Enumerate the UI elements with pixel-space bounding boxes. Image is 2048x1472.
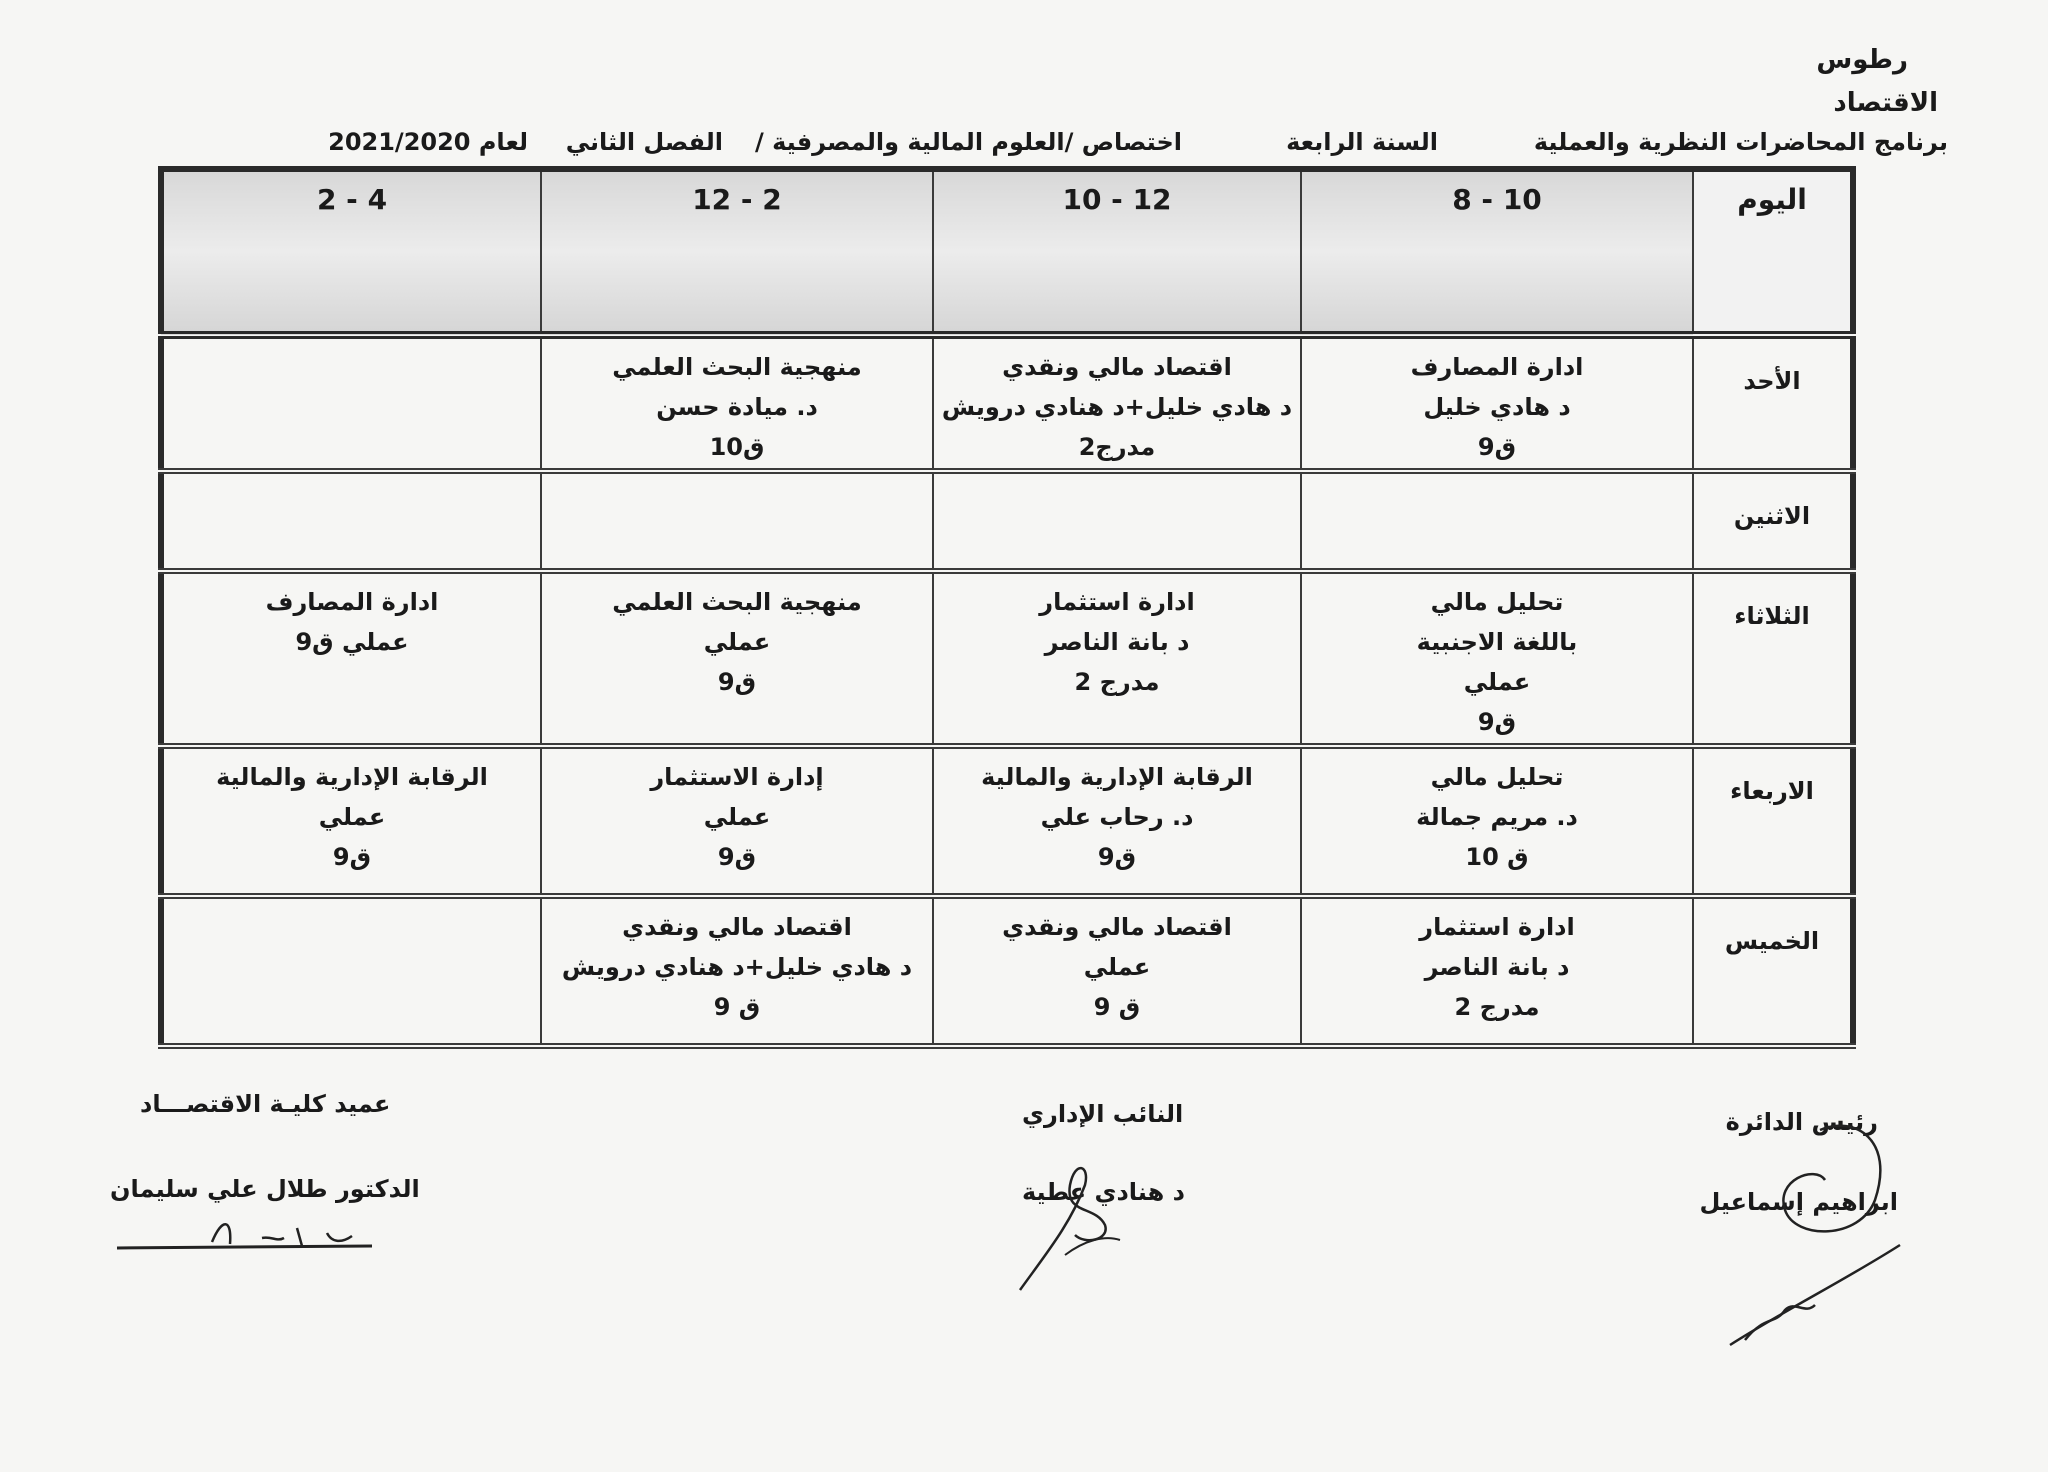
course-name: ادارة استثمار xyxy=(1039,588,1195,616)
dean-name: الدكتور طلال علي سليمان xyxy=(110,1175,420,1203)
room-label: مدرج 2 xyxy=(1454,993,1540,1021)
day-label: الأحد xyxy=(1693,335,1853,471)
schedule-cell xyxy=(541,896,933,1046)
schedule-cell xyxy=(933,746,1301,896)
course-detail: باللغة الاجنبية xyxy=(1416,628,1578,656)
day-column-header: اليوم xyxy=(1693,169,1853,335)
university-name: رطوس xyxy=(1816,45,1908,75)
room-label: ق9 xyxy=(1477,708,1517,736)
department-head-signature xyxy=(1705,1110,1910,1355)
schedule-cell xyxy=(541,571,933,746)
table-row xyxy=(161,571,1853,746)
course-name: منهجية البحث العلمي xyxy=(612,353,862,381)
day-label: الاثنين xyxy=(1693,471,1853,571)
course-name: إدارة الاستثمار xyxy=(650,763,824,791)
schedule-cell xyxy=(1301,335,1693,471)
deputy-signature xyxy=(1015,1145,1125,1295)
room-label: ق9 xyxy=(1097,843,1137,871)
instructor-name: د بانة الناصر xyxy=(1044,628,1190,656)
schedule-cell xyxy=(1301,896,1693,1046)
schedule-cell-empty xyxy=(1301,471,1693,571)
schedule-cell xyxy=(161,746,541,896)
schedule-cell xyxy=(1301,746,1693,896)
room-label: مدرج2 xyxy=(1078,433,1156,461)
schedule-cell-empty xyxy=(161,896,541,1046)
room-label: ق9 xyxy=(332,843,372,871)
department-head-title: رئيس الدائرة xyxy=(1725,1108,1878,1136)
schedule-cell-empty xyxy=(541,471,933,571)
session-room: عملي ق9 xyxy=(295,628,409,656)
course-name: اقتصاد مالي ونقدي xyxy=(1002,353,1232,381)
department-head-name: ابراهيم إسماعيل xyxy=(1699,1188,1898,1216)
deputy-name: د هنادي عطية xyxy=(1022,1178,1185,1206)
room-label: ق 10 xyxy=(1465,843,1529,871)
room-label: مدرج 2 xyxy=(1074,668,1160,696)
session-type: عملي xyxy=(1083,953,1151,981)
schedule-cell-empty xyxy=(161,471,541,571)
semester-label: الفصل الثاني xyxy=(565,128,723,156)
instructor-name: د. رحاب علي xyxy=(1040,803,1194,831)
course-name: اقتصاد مالي ونقدي xyxy=(622,913,852,941)
schedule-cell xyxy=(933,896,1301,1046)
schedule-table xyxy=(158,166,1856,1049)
time-slot-header: 10 - 8 xyxy=(1301,169,1693,335)
course-name: ادارة المصارف xyxy=(1410,353,1584,381)
day-label: الاربعاء xyxy=(1693,746,1853,896)
time-slot-header: 4 - 2 xyxy=(161,169,541,335)
table-header-row xyxy=(161,169,1853,335)
schedule-cell xyxy=(541,746,933,896)
day-label: الخميس xyxy=(1693,896,1853,1046)
course-name: الرقابة الإدارية والمالية xyxy=(981,763,1253,791)
time-slot-header: 2 - 12 xyxy=(541,169,933,335)
room-label: ق9 xyxy=(717,843,757,871)
instructor-name: د هادي خليل+د هنادي درويش xyxy=(941,393,1293,421)
table-row xyxy=(161,746,1853,896)
schedule-cell xyxy=(933,571,1301,746)
faculty-name: الاقتصاد xyxy=(1833,88,1938,118)
schedule-cell xyxy=(933,335,1301,471)
course-name: ادارة استثمار xyxy=(1419,913,1575,941)
room-label: ق9 xyxy=(1477,433,1517,461)
academic-year-label: لعام 2021/2020 xyxy=(328,128,528,156)
course-name: منهجية البحث العلمي xyxy=(612,588,862,616)
room-label: ق 9 xyxy=(1093,993,1141,1021)
session-type: عملي xyxy=(703,628,771,656)
course-name: ادارة المصارف xyxy=(265,588,439,616)
course-name: الرقابة الإدارية والمالية xyxy=(216,763,488,791)
table-row xyxy=(161,896,1853,1046)
instructor-name: د. ميادة حسن xyxy=(656,393,818,421)
instructor-name: د. مريم جمالة xyxy=(1416,803,1578,831)
room-label: ق9 xyxy=(717,668,757,696)
deputy-title: النائب الإداري xyxy=(1022,1100,1184,1128)
specialization-label: اختصاص /العلوم المالية والمصرفية / xyxy=(754,128,1182,156)
instructor-name: د هادي خليل+د هنادي درويش xyxy=(561,953,913,981)
schedule-cell xyxy=(1301,571,1693,746)
dean-title: عميد كليـة الاقتصـــاد xyxy=(140,1090,391,1118)
schedule-cell-empty xyxy=(161,335,541,471)
table-row xyxy=(161,335,1853,471)
session-type: عملي xyxy=(1463,668,1531,696)
course-name: تحليل مالي xyxy=(1430,588,1564,616)
room-label: ق10 xyxy=(709,433,765,461)
day-label: الثلاثاء xyxy=(1693,571,1853,746)
schedule-cell xyxy=(541,335,933,471)
program-title: برنامج المحاضرات النظرية والعملية xyxy=(1533,128,1948,156)
session-type: عملي xyxy=(703,803,771,831)
dean-signature xyxy=(112,1208,382,1258)
instructor-name: د هادي خليل xyxy=(1423,393,1571,421)
schedule-cell xyxy=(161,571,541,746)
table-row xyxy=(161,471,1853,571)
schedule-cell-empty xyxy=(933,471,1301,571)
instructor-name: د بانة الناصر xyxy=(1424,953,1570,981)
session-type: عملي xyxy=(318,803,386,831)
course-name: تحليل مالي xyxy=(1430,763,1564,791)
time-slot-header: 12 - 10 xyxy=(933,169,1301,335)
year-label: السنة الرابعة xyxy=(1286,128,1438,156)
room-label: ق 9 xyxy=(713,993,761,1021)
course-name: اقتصاد مالي ونقدي xyxy=(1002,913,1232,941)
